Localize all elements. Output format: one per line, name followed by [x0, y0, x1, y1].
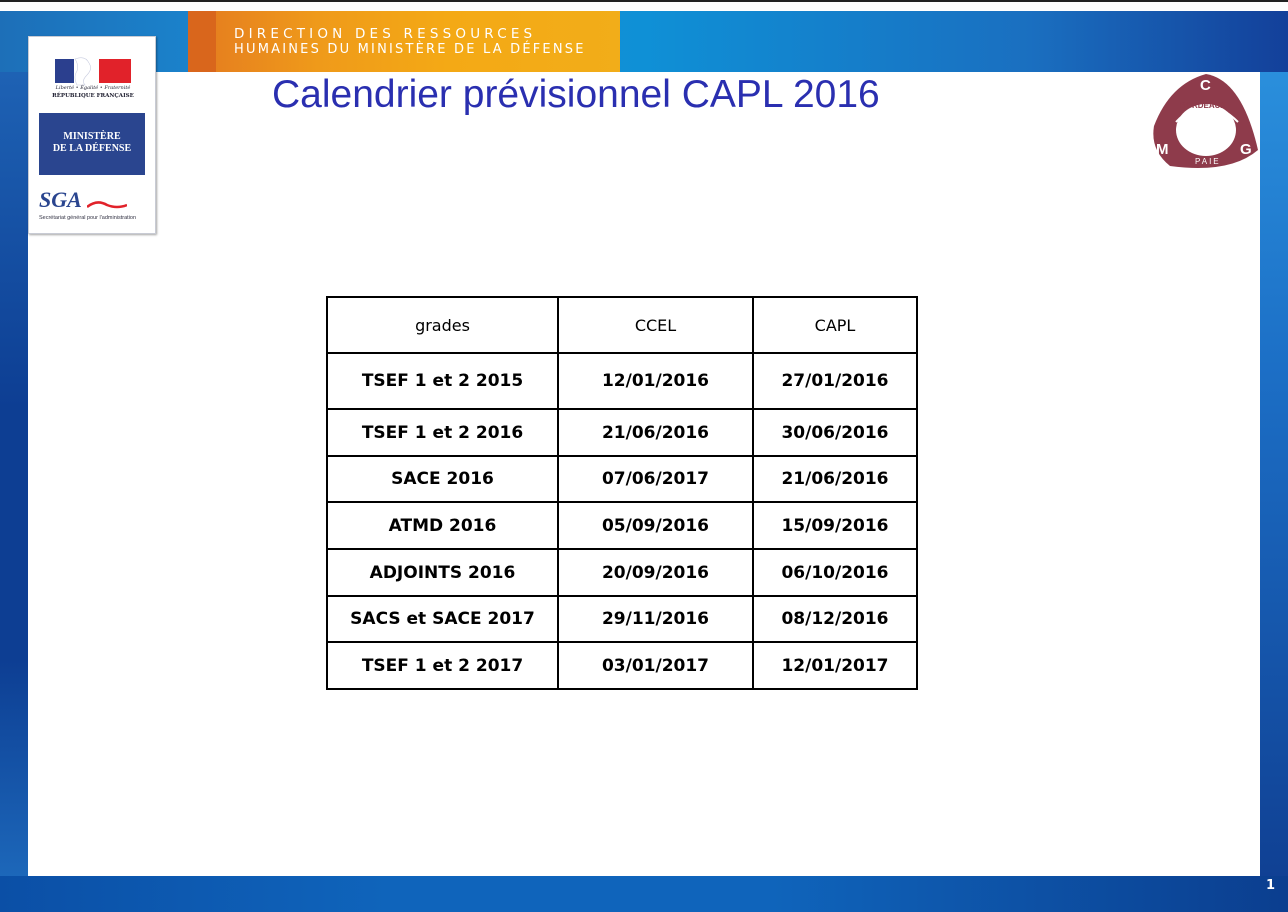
cell-grade: SACE 2016 [327, 456, 558, 502]
republic-motto: Liberté • Égalité • Fraternité [55, 85, 131, 91]
cell-grade: TSEF 1 et 2 2017 [327, 642, 558, 689]
cell-capl: 06/10/2016 [753, 549, 917, 596]
table-header-row [327, 297, 917, 353]
sga-swoosh-icon [87, 199, 127, 209]
table-row [327, 456, 917, 502]
cmg-arc-top-text: BORDEAUX [1180, 101, 1226, 110]
cell-grade: TSEF 1 et 2 2016 [327, 409, 558, 456]
table-row [327, 596, 917, 642]
cell-capl: 12/01/2017 [753, 642, 917, 689]
cell-ccel: 21/06/2016 [558, 409, 753, 456]
cmg-letter-m: M [1156, 141, 1169, 158]
cell-ccel: 29/11/2016 [558, 596, 753, 642]
table-row [327, 502, 917, 549]
cell-capl: 15/09/2016 [753, 502, 917, 549]
republic-name: RÉPUBLIQUE FRANÇAISE [52, 93, 134, 99]
cell-capl: 21/06/2016 [753, 456, 917, 502]
drh-banner-line2: HUMAINES DU MINISTÈRE DE LA DÉFENSE [234, 42, 586, 57]
calendar-table [326, 296, 918, 690]
cell-ccel: 12/01/2016 [558, 353, 753, 409]
cell-ccel: 05/09/2016 [558, 502, 753, 549]
header-grades: grades [327, 297, 558, 353]
table-row [327, 409, 917, 456]
sga-subtitle: Secrétariat général pour l'administration [39, 215, 137, 221]
cell-capl: 30/06/2016 [753, 409, 917, 456]
ministry-line1: MINISTÈRE [63, 131, 121, 142]
table-row [327, 353, 917, 409]
cell-grade: ADJOINTS 2016 [327, 549, 558, 596]
top-border-line [0, 0, 1288, 11]
marianne-icon [67, 55, 107, 87]
cell-grade: SACS et SACE 2017 [327, 596, 558, 642]
cell-grade: TSEF 1 et 2 2015 [327, 353, 558, 409]
right-blue-band [1260, 72, 1288, 912]
header-capl: CAPL [753, 297, 917, 353]
cell-ccel: 03/01/2017 [558, 642, 753, 689]
cell-ccel: 20/09/2016 [558, 549, 753, 596]
cmg-letter-c: C [1200, 77, 1211, 94]
table-row [327, 549, 917, 596]
page-number: 1 [1265, 878, 1275, 893]
footer-blue-band [0, 876, 1288, 912]
drh-banner-line1: DIRECTION DES RESSOURCES [234, 26, 537, 42]
cell-capl: 08/12/2016 [753, 596, 917, 642]
cmg-arc-bottom-text: PAIE [1195, 157, 1221, 166]
ministry-line2: DE LA DÉFENSE [52, 143, 132, 154]
header-ccel: CCEL [558, 297, 753, 353]
cell-ccel: 07/06/2017 [558, 456, 753, 502]
cmg-letter-g: G [1240, 141, 1252, 158]
cell-grade: ATMD 2016 [327, 502, 558, 549]
left-blue-band [0, 72, 28, 912]
page-title: Calendrier prévisionnel CAPL 2016 [272, 73, 880, 116]
ministry-logo-card [28, 36, 156, 234]
cell-capl: 27/01/2016 [753, 353, 917, 409]
table-row [327, 642, 917, 689]
cmg-paie-bordeaux-logo [1150, 70, 1262, 170]
sga-logo-text: SGA [39, 187, 82, 212]
ministry-name-box [39, 113, 145, 175]
drh-banner-stripe [188, 11, 216, 72]
